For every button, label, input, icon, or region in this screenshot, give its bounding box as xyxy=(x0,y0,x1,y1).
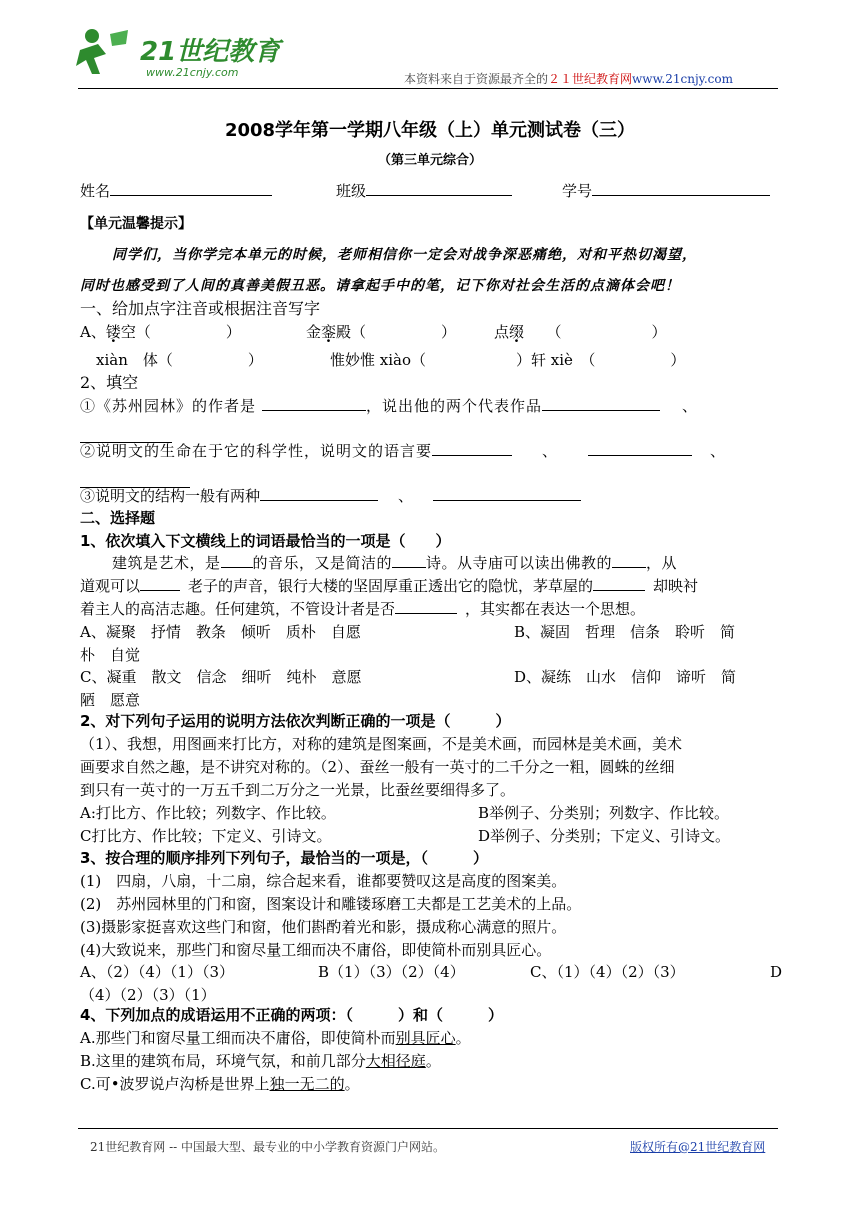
logo-url: www.21cnjy.com xyxy=(146,66,239,79)
part2-heading: 二、选择题 xyxy=(80,509,156,527)
mc-q3-option-d-cont: （4）（2）（3）（1） xyxy=(80,986,216,1004)
mc-q4-option-c[interactable]: C.可•波罗说卢沟桥是世界上独一无二的。 xyxy=(80,1075,360,1093)
mc-q3-sentence-1: (1) 四扇，八扇，十二扇，综合起来看，谁都要赞叹这是高度的图案美。 xyxy=(80,872,567,890)
mc-q4-option-b[interactable]: B.这里的建筑布局，环境气氛，和前几部分大相径庭。 xyxy=(80,1052,441,1070)
q1-row2-b: 惟妙惟 xiào（ ）轩 xiè （ ） xyxy=(330,351,686,369)
footer-text: 21世纪教育网 -- 中国最大型、最专业的中小学教育资源门户网站。 xyxy=(90,1140,446,1154)
q1-row1-a: A、镂空（ ） xyxy=(80,323,241,341)
fill-2: ②说明文的生命在于它的科学性，说明文的语言要 、 、 xyxy=(80,442,727,460)
intro-line-2: 同时也感受到了人间的真善美假丑恶。请拿起手中的笔，记下你对社会生活的点滴体会吧！ xyxy=(80,278,680,294)
tip-heading: 【单元温馨提示】 xyxy=(80,216,192,232)
q1-row1-b: 金銮殿（ ） xyxy=(306,323,457,341)
q2-heading: 2、填空 xyxy=(80,373,139,392)
fill-1: ①《苏州园林》的作者是 ，说出他的两个代表作品 、 xyxy=(80,397,699,415)
mc-q3-sentence-4: (4)大致说来，那些门和窗尽量工细而决不庸俗，即使简朴而别具匠心。 xyxy=(80,941,552,959)
mc-q2-passage-2: 画要求自然之趣，是不讲究对称的。（2）、蚕丝一般有一英寸的二千分之一粗，圆蛛的丝细 xyxy=(80,758,675,776)
mc-q3-option-a[interactable]: A、（2）（4）（1）（3） xyxy=(80,963,235,981)
mc-q1-passage-3: 着主人的高洁志趣。任何建筑，不管设计者是否 ，其实都在表达一个思想。 xyxy=(80,600,646,618)
copyright-link[interactable]: 版权所有@21世纪教育网 xyxy=(630,1140,766,1154)
mc-q1-option-a[interactable]: A、凝聚 抒情 教条 倾听 质朴 自愿 xyxy=(80,623,361,641)
class-field: 班级 xyxy=(336,181,512,201)
mc-q2-passage-1: （1）、我想，用图画来打比方，对称的建筑是图案画，不是美术画，而园林是美术画，美术 xyxy=(80,735,683,753)
student-number-field: 学号 xyxy=(562,181,770,201)
mc-q4: 4、下列加点的成语运用不正确的两项：（ ）和（ ） xyxy=(80,1006,503,1024)
mc-q1-option-d[interactable]: D、凝练 山水 信仰 谛听 简 xyxy=(514,668,737,686)
mc-q1-option-c[interactable]: C、凝重 散文 信念 细听 纯朴 意愿 xyxy=(80,668,362,686)
intro-line-1: 同学们，当你学完本单元的时候，老师相信你一定会对战争深恶痛绝，对和平热切渴望， xyxy=(112,247,697,263)
header-note: 本资料来自于资源最齐全的２１世纪教育网www.21cnjy.com xyxy=(404,72,733,86)
mc-q1-passage-2: 道观可以 老子的声音，银行大楼的坚固厚重正透出它的隐忧，茅草屋的 却映衬 xyxy=(80,577,699,595)
mc-q1-passage-1: 建筑是艺术，是 的音乐，又是简洁的 诗。从寺庙可以读出佛教的 ，从 xyxy=(112,554,678,572)
mc-q3: 3、按合理的顺序排列下列句子，最恰当的一项是，（ ） xyxy=(80,849,488,867)
mc-q2-option-c[interactable]: C打比方、作比较；下定义、引诗文。 xyxy=(80,827,332,845)
site-logo xyxy=(70,24,310,82)
mc-q1-option-d-cont: 陋 愿意 xyxy=(80,691,141,709)
q1-row1-c: 点缀 （ ） xyxy=(494,323,667,341)
header-url-link[interactable]: www.21cnjy.com xyxy=(632,72,733,86)
runner-logo-icon xyxy=(70,24,310,82)
mc-q3-option-d[interactable]: D xyxy=(770,963,783,981)
page-title: 2008学年第一学期八年级（上）单元测试卷（三） xyxy=(224,120,636,141)
mc-q2: 2、对下列句子运用的说明方法依次判断正确的一项是（ ） xyxy=(80,712,511,730)
mc-q4-option-a[interactable]: A.那些门和窗尽量工细而决不庸俗，即使简朴而别具匠心。 xyxy=(80,1029,471,1047)
footer-divider xyxy=(78,1128,778,1129)
mc-q3-option-c[interactable]: C、（1）（4）（2）（3） xyxy=(530,963,685,981)
mc-q3-sentence-2: (2) 苏州园林里的门和窗，图案设计和雕镂琢磨工夫都是工艺美术的上品。 xyxy=(80,895,582,913)
mc-q3-sentence-3: (3)摄影家挺喜欢这些门和窗，他们斟酌着光和影，摄成称心满意的照片。 xyxy=(80,918,567,936)
mc-q3-option-b[interactable]: B（1）（3）（2）（4） xyxy=(318,963,465,981)
mc-q2-option-a[interactable]: A:打比方、作比较；列数字、作比较。 xyxy=(80,804,336,822)
q1-row2-a: xiàn 体（ ） xyxy=(96,351,263,369)
name-field: 姓名 xyxy=(80,181,272,201)
fill-3: ③说明文的结构一般有两种 、 xyxy=(80,486,581,506)
logo-text: 21世纪教育 xyxy=(140,37,281,67)
mc-q2-passage-3: 到只有一英寸的一万五千到二万分之一光景，比蚕丝要细得多了。 xyxy=(80,781,516,799)
mc-q1-option-b-cont: 朴 自觉 xyxy=(80,646,141,664)
part1-heading: 一、给加点字注音或根据注音写字 xyxy=(80,299,321,318)
page-subtitle: （第三单元综合） xyxy=(377,153,482,168)
mc-q2-option-d[interactable]: D举例子、分类别；下定义、引诗文。 xyxy=(478,827,731,845)
mc-q1-option-b[interactable]: B、凝固 哲理 信条 聆听 简 xyxy=(514,623,736,641)
mc-q2-option-b[interactable]: B举例子、分类别；列数字、作比较。 xyxy=(478,804,730,822)
mc-q1: 1、依次填入下文横线上的词语最恰当的一项是（ ） xyxy=(80,532,451,550)
header-divider xyxy=(78,88,778,89)
